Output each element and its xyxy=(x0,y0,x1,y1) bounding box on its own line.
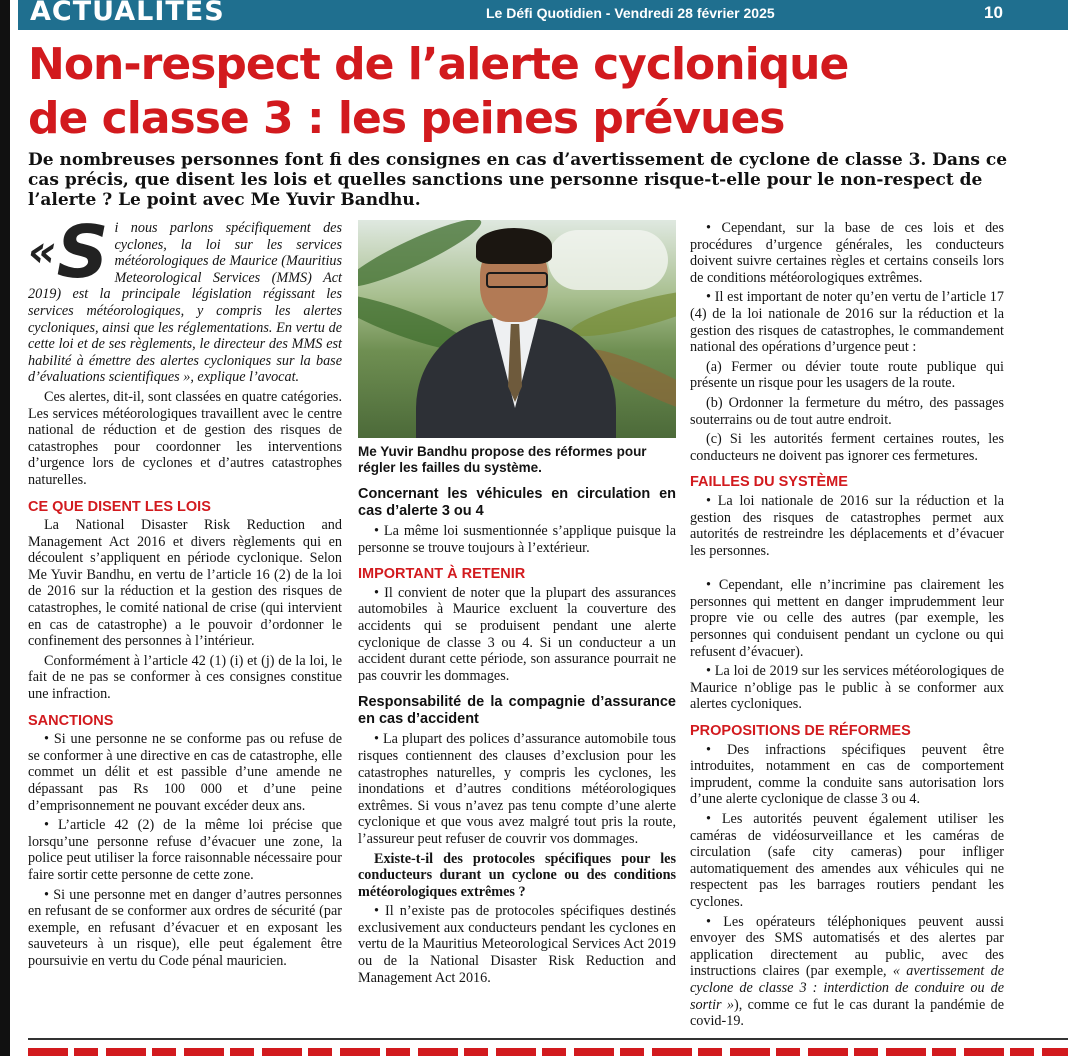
list-item: (a) Fermer ou dévier toute route publique qui présente un risque pour les usagers de la route. xyxy=(690,358,1004,392)
bottom-rule xyxy=(28,1038,1068,1040)
bullet-paragraph: • La loi nationale de 2016 sur la réduction et la gestion des risques de catastrophes permet aux autorités de restreindre les déplacements et d’évacuer les personnes. xyxy=(690,492,1004,559)
drop-cap-block xyxy=(28,210,109,294)
drop-quote-mark: « xyxy=(28,226,57,277)
portrait-photo xyxy=(358,220,676,438)
bullet-paragraph: • Il convient de noter que la plupart des assurances automobiles à Maurice excluent la couverture des accidents qui se produisent pendant une alerte cyclonique de classe 3 ou 4. Si un conducteur a un accident durant cette période, son assurance pourrait ne pas couvrir les dommages. xyxy=(358,584,676,684)
list-item: (b) Ordonner la fermeture du métro, des passages souterrains ou de tout autre endroit. xyxy=(690,394,1004,428)
intro-text: i nous parlons spécifiquement des cyclones, la loi sur les services météorologiques de Maurice (Mauritius Meteorological Services (MMS) Act 2019) est la principale législation régissant les services météorologiques, y compris les alertes cycloniques, ainsi que les réglementations. En vertu de cette loi et de ses règlements, le directeur des MMS est habilité à émettre des alertes cycloniques sur la base d’évaluations scientifiques », explique l’avocat. xyxy=(28,220,342,386)
left-margin-bar xyxy=(0,0,10,1056)
list-item: (c) Si les autorités ferment certaines routes, les conducteurs ne doivent pas ignorer ces fermetures. xyxy=(690,431,1004,464)
paragraph: La National Disaster Risk Reduction and Management Act 2016 et divers règlements qui en découlent s’appliquent en période cyclonique. Selon Me Yuvir Bandhu, en vertu de l’article 16 (2) de la loi de 2016 sur la réduction et la gestion des risques de catastrophes, le comité national de crise (qui intervient en cas de catastrophe) a le pouvoir d’ordonner le confinement des personnes à l’intérieur. xyxy=(28,517,342,650)
bullet-paragraph: • L’article 42 (2) de la même loi précise que lorsqu’une personne refuse d’évacuer une zone, la police peut utiliser la force raisonnable nécessaire pour faire sortir cette personne de cette zone. xyxy=(28,817,342,883)
page-number: 10 xyxy=(984,3,1003,22)
subheading-flaws: FAILLES DU SYSTÈME xyxy=(690,474,848,491)
subheading-reforms: PROPOSITIONS DE RÉFORMES xyxy=(690,723,911,740)
bullet-paragraph: • Cependant, elle n’incrimine pas clairement les personnes qui mettent en danger imprudemment leur propre vie ou celle des autres (par exemple, les personnes qui conduisent pendant un cyclone ou qui refusent d’évacuer). xyxy=(690,577,1004,660)
bullet-paragraph: • Il est important de noter qu’en vertu de l’article 17 (4) de la loi nationale de 2016 sur la réduction et la gestion des risques de catastrophes, le commandement national des opérations d’urgence peut : xyxy=(690,289,1004,356)
next-headline-fragment xyxy=(28,1048,1068,1056)
question-paragraph: Existe-t-il des protocoles spécifiques pour les conducteurs durant un cyclone ou des conditions météorologiques extrêmes ? xyxy=(358,850,676,900)
subheading-laws: CE QUE DISENT LES LOIS xyxy=(28,498,211,515)
column-3 xyxy=(690,220,1004,1033)
section-label: ACTUALITES xyxy=(30,0,225,27)
bullet-paragraph: • Il n’existe pas de protocoles spécifiques destinés exclusivement aux conducteurs pendant les cyclones en vertu de la Mauritius Meteorological Services Act 2019 ou de la National Disaster Risk Reduction and Management Act 2016. xyxy=(358,903,676,986)
paragraph: Ces alertes, dit-il, sont classées en quatre catégories. Les services météorologiques travaillent avec le centre national de réduction et de gestion des risques de catastrophes pour coordonner les interventions d’urgence lors de cyclones et d’autres catastrophes naturelles. xyxy=(28,388,342,488)
column-2 xyxy=(358,220,676,989)
photo-caption: Me Yuvir Bandhu propose des réformes pour régler les failles du système. xyxy=(358,444,647,475)
dateline: Le Défi Quotidien - Vendredi 28 février 2025 xyxy=(486,5,775,21)
drop-cap-letter: S xyxy=(56,210,109,294)
bullet-paragraph: • La loi de 2019 sur les services météorologiques de Maurice n’oblige pas le public à se conformer aux alertes cycloniques. xyxy=(690,663,1004,713)
article-standfirst: De nombreuses personnes font fi des consignes en cas d’avertissement de cyclone de classe 3. Dans ce cas précis, que disent les lois et quelles sanctions une personne risque-t-elle pour le non-respect de l’alerte ? Le point avec Me Yuvir Bandhu. xyxy=(28,150,1008,210)
bullet-paragraph: • Cependant, sur la base de ces lois et des procédures d’urgence générales, les conducteurs doivent suivre certaines règles et certains conseils lors de conditions météorologiques extrêmes. xyxy=(690,220,1004,286)
paragraph: Conformément à l’article 42 (1) (i) et (j) de la loi, le fait de ne pas se conformer à ces consignes constitue une infraction. xyxy=(28,652,342,703)
bullet-paragraph: • Si une personne ne se conforme pas ou refuse de se conformer à une directive en cas de catastrophe, elle commet un délit et est passible d’une amende ne dépassant pas Rs 100 000 et d’une peine d’emprisonnement ne pouvant excéder deux ans. xyxy=(28,731,342,814)
headline-line-2: de classe 3 : les peines prévues xyxy=(28,93,785,144)
subheading-sanctions: SANCTIONS xyxy=(28,712,114,729)
paragraph-text: ), comme ce fut le cas durant la pandémie de covid-19. xyxy=(690,996,1004,1030)
quoted-alert-text: « avertissement de cyclone de classe 3 : interdiction de conduire ou de sortir » xyxy=(690,963,1004,1013)
bullet-paragraph: • La plupart des polices d’assurance automobile tous risques contiennent des clauses d’exclusion pour les catastrophes naturelles, y compris les cyclones, les inondations et d’autres conditions météorologiques extrêmes. Si vous n’avez pas tenu compte d’une alerte cyclonique et que vous avez malgré tout pris la route, l’assureur peut refuser de couvrir vos dommages. xyxy=(358,731,676,847)
paragraph-text: • Les opérateurs téléphoniques peuvent aussi envoyer des SMS automatisés et des alertes par application directement au public, avec des instructions claires (par exemple, xyxy=(690,913,1004,980)
bullet-paragraph: • Les autorités peuvent également utiliser les caméras de vidéosurveillance et les caméras de circulation (safe city cameras) pour infliger automatiquement des amendes aux véhicules qui ne respectent pas les barrages routiers pendant les cyclones. xyxy=(690,811,1004,910)
intro-paragraph xyxy=(28,210,342,386)
page-header-bar xyxy=(18,0,1068,30)
headline-line-1: Non-respect de l’alerte cyclonique xyxy=(28,39,849,90)
subheading-important: IMPORTANT À RETENIR xyxy=(358,566,526,583)
bullet-paragraph: • Si une personne met en danger d’autres personnes en refusant de se conformer aux ordres de sécurité (par exemple, en refusant d’évacuer et en exposant les sauveteurs à un risque), elle peut également être poursuivie en vertu du Code pénal mauricien. xyxy=(28,886,342,969)
subheading-vehicles: Concernant les véhicules en circulation en cas d’alerte 3 ou 4 xyxy=(358,486,676,519)
bullet-paragraph xyxy=(690,914,1004,1030)
subheading-insurance: Responsabilité de la compagnie d’assurance en cas d’accident xyxy=(358,694,676,728)
article-headline xyxy=(28,38,1068,146)
bullet-paragraph: • La même loi susmentionnée s’applique puisque la personne se trouve toujours à l’extérieur. xyxy=(358,523,676,556)
column-1 xyxy=(28,210,342,973)
bullet-paragraph: • Des infractions spécifiques peuvent être introduites, notamment en cas de comportement imprudent, comme la conduite sans autorisation lors d’une alerte cyclonique de classe 3 ou 4. xyxy=(690,741,1004,808)
